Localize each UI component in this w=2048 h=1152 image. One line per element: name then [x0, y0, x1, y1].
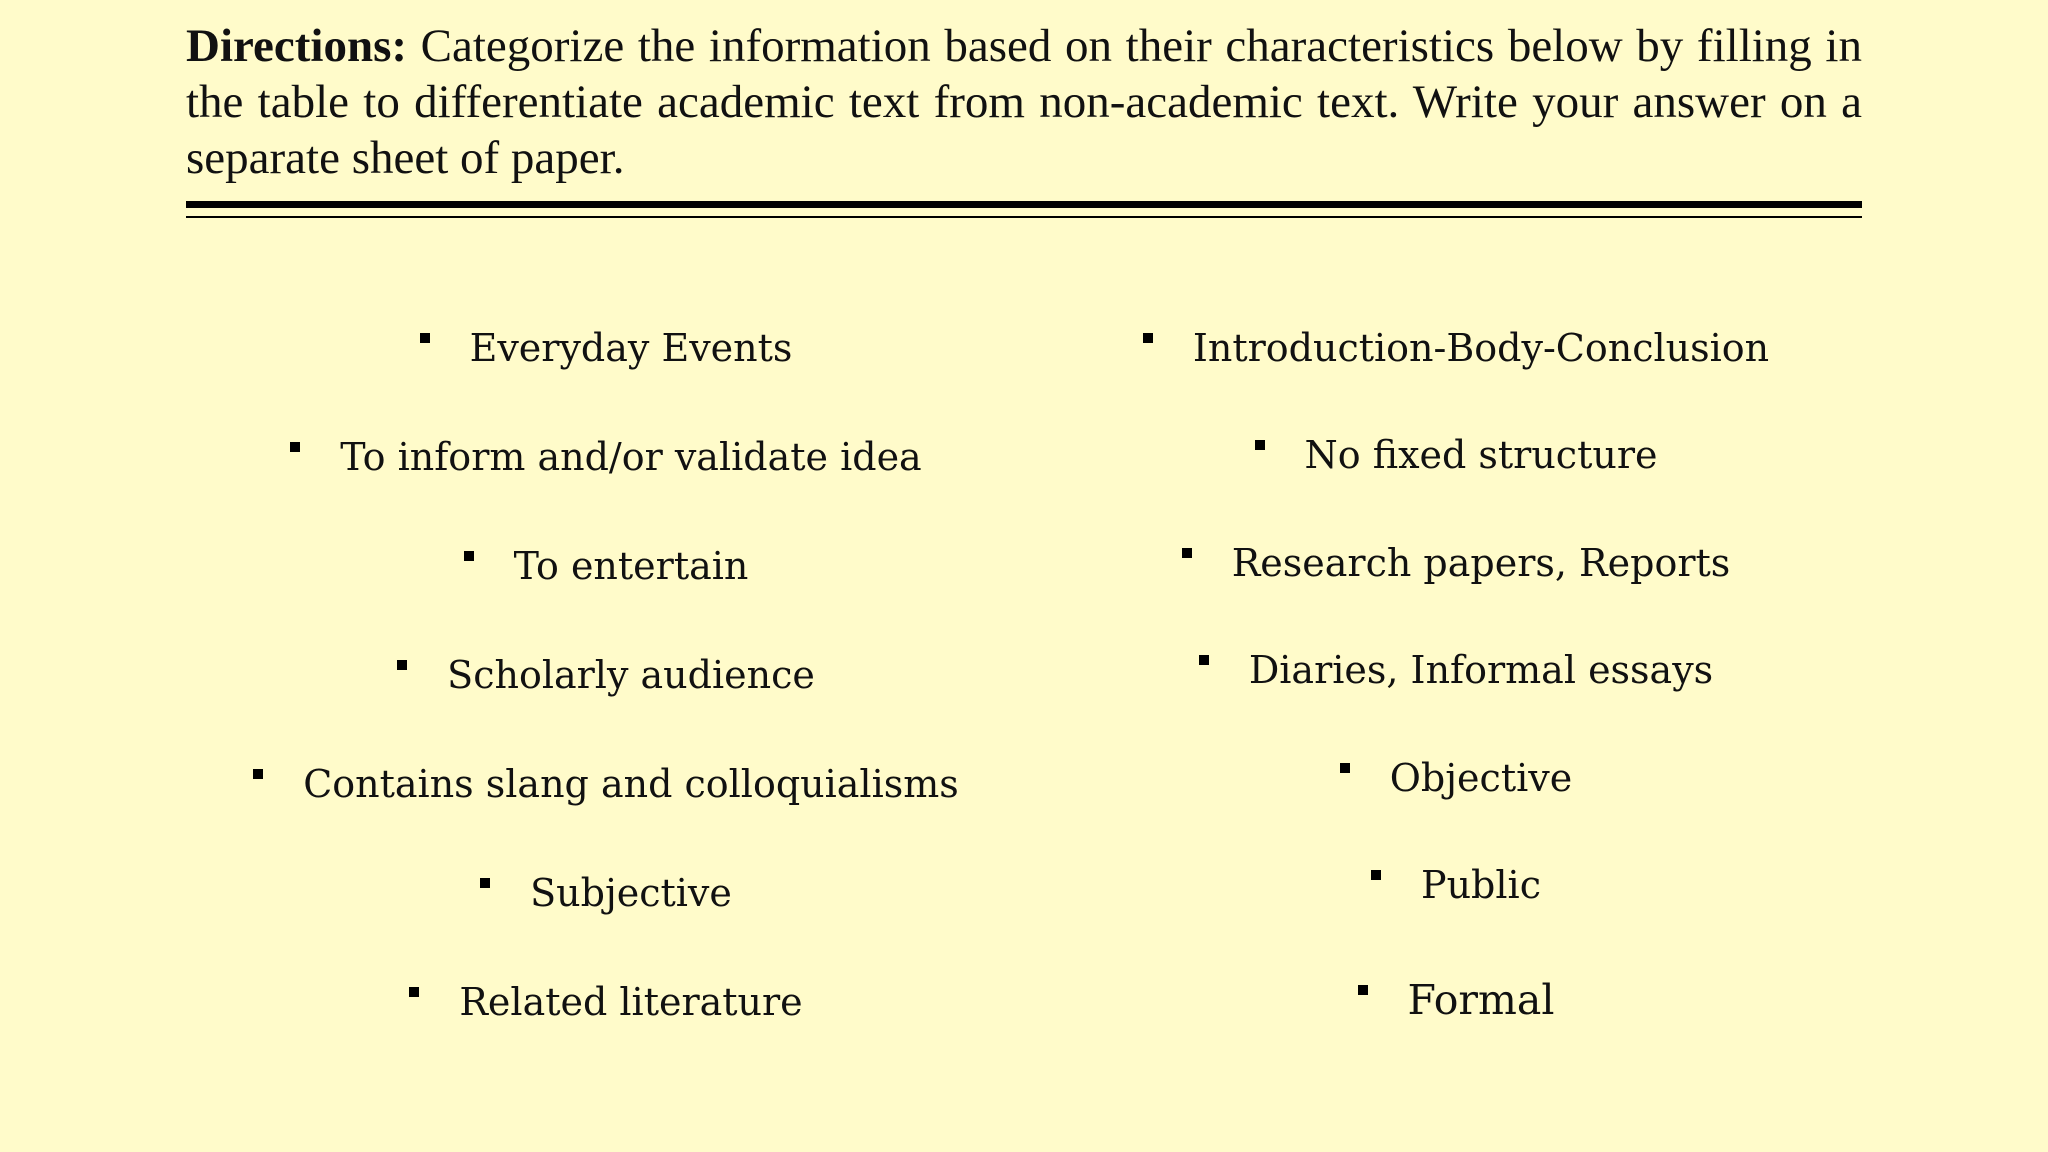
directions-text: Categorize the information based on their characteristics below by filling in the table to differentiate academic text from non-academic text. Write your answer on a separate sheet of paper.: [186, 20, 1862, 184]
list-item: [1046, 640, 1866, 700]
list-item: [196, 972, 1016, 1032]
list-item: [1046, 970, 1866, 1030]
list-item-label: Formal: [1407, 976, 1555, 1024]
list-item: [196, 754, 1016, 814]
bullet-icon: [1182, 548, 1192, 558]
directions-paragraph: [186, 18, 1862, 186]
list-item-label: Introduction-Body-Conclusion: [1192, 326, 1770, 370]
list-item-label: No fixed structure: [1304, 433, 1658, 477]
list-item: [1046, 855, 1866, 915]
list-item-label: Contains slang and colloquialisms: [303, 762, 959, 806]
bullet-icon: [420, 333, 430, 343]
list-item-label: Subjective: [530, 871, 732, 915]
bullet-icon: [397, 660, 407, 670]
bullet-icon: [409, 987, 419, 997]
bullet-icon: [1199, 655, 1209, 665]
list-item: [1046, 533, 1866, 593]
list-item-label: Everyday Events: [469, 326, 793, 370]
list-item-label: Related literature: [459, 980, 803, 1024]
bullet-icon: [1340, 763, 1350, 773]
list-item-label: Public: [1421, 863, 1541, 907]
list-item: [1046, 748, 1866, 808]
list-item-label: Research papers, Reports: [1231, 541, 1731, 585]
list-item: [1046, 425, 1866, 485]
list-item: [196, 536, 1016, 596]
bullet-icon: [464, 551, 474, 561]
bullet-icon: [1371, 870, 1381, 880]
list-item: [196, 863, 1016, 923]
bullet-icon: [1358, 985, 1368, 995]
bullet-icon: [290, 442, 300, 452]
bullet-icon: [480, 878, 490, 888]
divider-thick: [186, 201, 1862, 208]
list-item: [196, 427, 1016, 487]
list-item-label: Diaries, Informal essays: [1248, 648, 1714, 692]
bullet-icon: [253, 769, 263, 779]
bullet-icon: [1255, 440, 1265, 450]
bullet-icon: [1143, 333, 1153, 343]
list-item: [196, 318, 1016, 378]
directions-label: Directions:: [186, 20, 408, 72]
list-item-label: Scholarly audience: [447, 653, 815, 697]
list-item: [196, 645, 1016, 705]
list-item: [1046, 318, 1866, 378]
divider-thin: [186, 216, 1862, 218]
list-item-label: To inform and/or validate idea: [340, 435, 922, 479]
list-item-label: To entertain: [513, 544, 749, 588]
list-item-label: Objective: [1389, 756, 1573, 800]
